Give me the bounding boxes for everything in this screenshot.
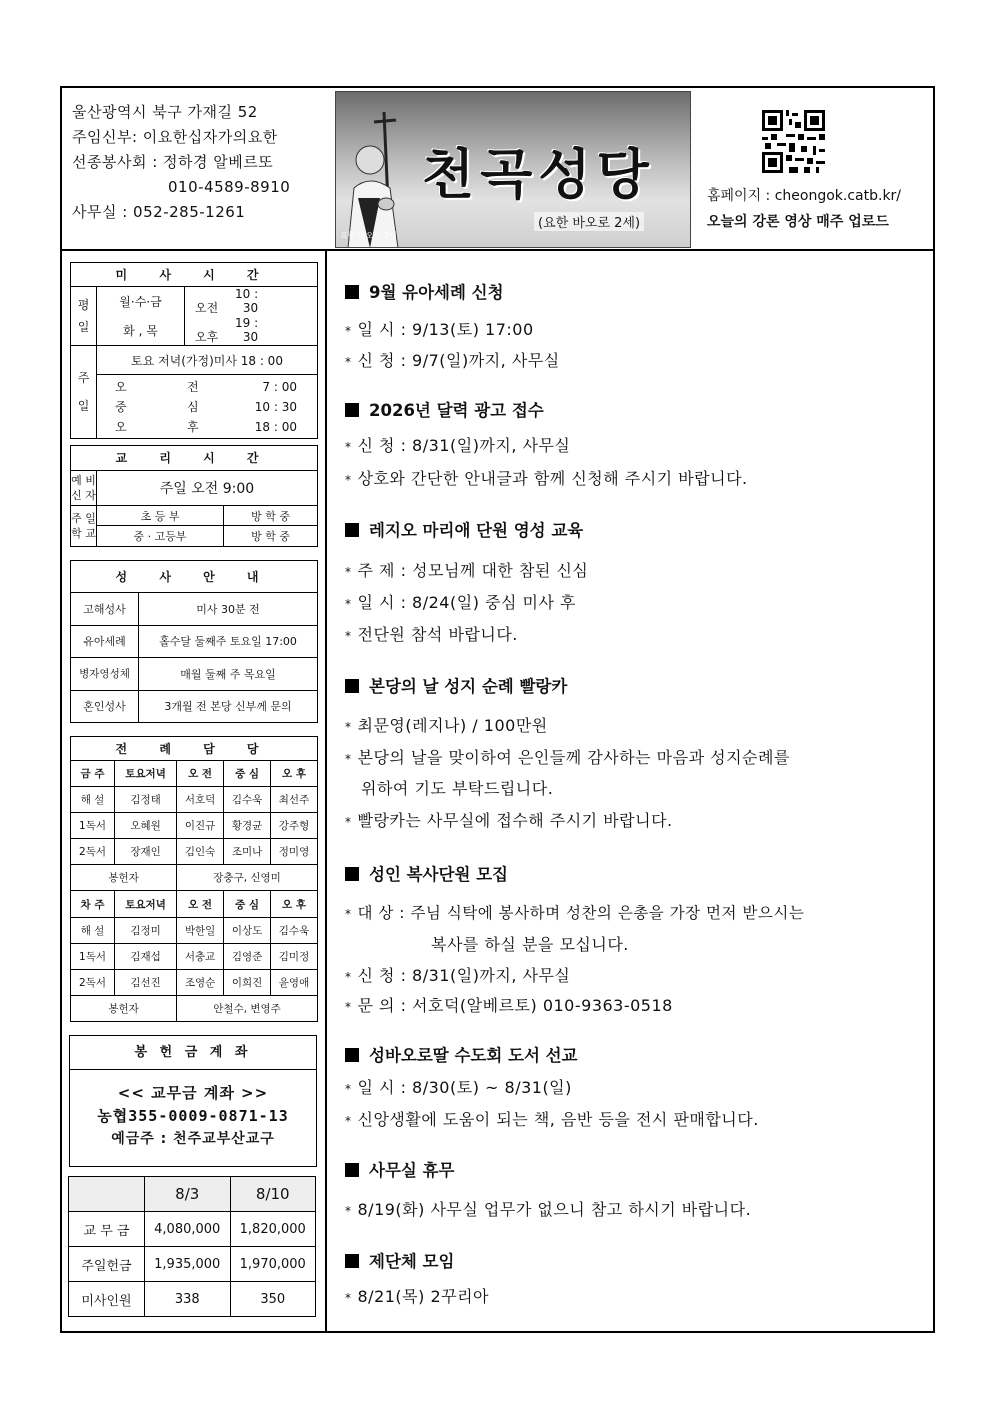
minister-names: 안철수, 변영주 [177, 995, 318, 1021]
finance-date: 8/3 [145, 1177, 231, 1212]
liturgy-header: 토요저녁 [115, 891, 177, 917]
header [62, 88, 933, 251]
mass-times-title: 미 사 시 간 [71, 263, 318, 287]
finance-value: 4,080,000 [145, 1212, 231, 1247]
notice-section [345, 673, 567, 697]
weekday-time: 10 : 30 [235, 287, 259, 315]
school-status: 방 학 중 [224, 505, 318, 526]
liturgy-cell: 조영순 [177, 969, 224, 995]
notice-line: * 일 시 : 8/24(일) 중심 미사 후 [345, 593, 576, 612]
sacrament-info: 홀수달 둘째주 토요일 17:00 [139, 625, 318, 657]
weekday-ampm: 오후 [195, 330, 219, 344]
sunday-b: 후 [187, 419, 199, 434]
banner-caption: 요한 바오로 2세 [340, 231, 397, 240]
notice-line: * 빨랑카는 사무실에 접수해 주시기 바랍니다. [345, 811, 673, 830]
liturgy-cell: 이희진 [224, 969, 271, 995]
star-bullet-icon: * [345, 440, 352, 454]
notice-title: 제단체 모임 [369, 1252, 455, 1271]
sunday-b: 심 [187, 399, 199, 414]
star-bullet-icon: * [345, 629, 352, 643]
star-bullet-icon: * [345, 355, 352, 369]
sacrament-name: 고해성사 [71, 593, 139, 625]
sunday-a: 오 [115, 379, 127, 394]
homepage-note: 오늘의 강론 영상 매주 업로드 [707, 214, 889, 230]
liturgy-header: 중 심 [224, 761, 271, 787]
liturgy-header: 오 전 [177, 761, 224, 787]
sunday-time: 10 : 30 [254, 399, 297, 414]
pope-figure-icon [340, 108, 420, 248]
school-group: 초 등 부 [97, 505, 224, 526]
star-bullet-icon: * [345, 1291, 352, 1305]
star-bullet-icon: * [345, 720, 352, 734]
catechumen-label: 예 비 신 자 [71, 470, 97, 505]
liturgy-role: 1독서 [71, 943, 115, 969]
address: 울산광역시 북구 가재길 52 [72, 103, 258, 121]
school-status: 방 학 중 [224, 526, 318, 547]
liturgy-cell: 김수욱 [271, 917, 318, 943]
offering-line1: << 교무금 계좌 >> [117, 1084, 269, 1102]
liturgy-cell: 황경균 [224, 813, 271, 839]
star-bullet-icon: * [345, 597, 352, 611]
minister-names: 장충구, 신영미 [177, 865, 318, 891]
liturgy-cell: 정미영 [271, 839, 318, 865]
notice-title: 9월 유아세례 신청 [369, 283, 504, 302]
notice-line: * 신 청 : 8/31(일)까지, 사무실 [345, 966, 571, 985]
bullet-square-icon [345, 403, 359, 417]
council-phone: 010-4589-8910 [168, 178, 291, 196]
sacrament-name: 유아세례 [71, 625, 139, 657]
liturgy-cell: 김재섭 [115, 943, 177, 969]
sacrament-title: 성 사 안 내 [71, 561, 318, 593]
weekday-label: 평 일 [71, 287, 97, 346]
liturgy-header: 중 심 [224, 891, 271, 917]
star-bullet-icon: * [345, 324, 352, 338]
finance-value: 1,935,000 [145, 1247, 231, 1282]
liturgy-header: 차 주 [71, 891, 115, 917]
finance-value: 1,820,000 [230, 1212, 316, 1247]
finance-value: 1,970,000 [230, 1247, 316, 1282]
minister-label: 봉헌자 [71, 865, 177, 891]
notice-line: * 신 청 : 8/31(일)까지, 사무실 [345, 436, 571, 455]
pastor: 주임신부: 이요한십자가의요한 [72, 128, 278, 146]
liturgy-cell: 김수욱 [224, 787, 271, 813]
finance-value: 350 [230, 1282, 316, 1317]
offering-holder: 예금주 : 천주교부산교구 [111, 1131, 275, 1147]
parish-info [72, 100, 290, 225]
finance-label: 미사인원 [69, 1282, 145, 1317]
liturgy-role: 해 설 [71, 787, 115, 813]
star-bullet-icon: * [345, 1114, 352, 1128]
sunday-b: 전 [187, 379, 199, 394]
notice-line: * 신 청 : 9/7(일)까지, 사무실 [345, 351, 560, 370]
office-phone: 사무실 : 052-285-1261 [72, 203, 246, 221]
star-bullet-icon: * [345, 565, 352, 579]
liturgy-cell: 강주형 [271, 813, 318, 839]
banner-subtitle: (요한 바오로 2세) [534, 212, 644, 231]
liturgy-cell: 오혜원 [115, 813, 177, 839]
notice-section [345, 1248, 454, 1272]
notice-title: 본당의 날 성지 순례 빨랑카 [369, 677, 568, 696]
liturgy-cell: 김영준 [224, 943, 271, 969]
sunday-time: 7 : 00 [262, 379, 297, 394]
liturgy-cell: 김정미 [115, 917, 177, 943]
notice-section [345, 397, 544, 421]
liturgy-title: 전 례 담 당 [71, 737, 318, 761]
liturgy-cell: 김인숙 [177, 839, 224, 865]
liturgy-role: 2독서 [71, 839, 115, 865]
saturday-mass: 토요 저녁(가정)미사 18 : 00 [97, 346, 318, 375]
star-bullet-icon: * [345, 473, 352, 487]
mass-times-table [70, 262, 318, 439]
parish-banner [335, 91, 691, 248]
notice-line: * 8/19(화) 사무실 업무가 없으니 참고 하시기 바랍니다. [345, 1200, 752, 1219]
notice-title: 성바오로딸 수도회 도서 선교 [369, 1046, 578, 1065]
weekday-days: 화 , 목 [97, 316, 185, 346]
liturgy-cell: 서호덕 [177, 787, 224, 813]
weekday-time: 19 : 30 [235, 316, 259, 344]
catechumen-time: 주일 오전 9:00 [97, 470, 318, 505]
offering-account: 농협355-0009-0871-13 [97, 1107, 289, 1125]
liturgy-role: 1독서 [71, 813, 115, 839]
liturgy-header: 오 후 [271, 761, 318, 787]
bullet-square-icon [345, 1048, 359, 1062]
school-label: 주 일 학 교 [71, 505, 97, 546]
notice-title: 2026년 달력 광고 접수 [369, 401, 544, 420]
notice-line: * 대 상 : 주님 식탁에 봉사하며 성찬의 은총을 가장 먼저 받으시는 [345, 904, 805, 922]
liturgy-table [70, 736, 318, 1022]
sacrament-name: 혼인성사 [71, 690, 139, 722]
bullet-square-icon [345, 1254, 359, 1268]
column-divider [325, 251, 327, 1333]
notice-line: * 최문영(레지나) / 100만원 [345, 716, 548, 735]
notice-line: * 본당의 날을 맞이하여 은인들께 감사하는 마음과 성지순례를 [345, 748, 790, 767]
bullet-square-icon [345, 679, 359, 693]
offering-title: 봉 헌 금 계 좌 [70, 1036, 316, 1070]
liturgy-cell: 박한일 [177, 917, 224, 943]
liturgy-cell: 조미나 [224, 839, 271, 865]
notice-section [345, 279, 504, 303]
bullet-square-icon [345, 523, 359, 537]
liturgy-header: 금 주 [71, 761, 115, 787]
homepage-info [707, 183, 901, 235]
catechism-table [70, 445, 318, 547]
liturgy-cell: 윤영애 [271, 969, 318, 995]
notice-line: 위하여 기도 부탁드립니다. [361, 779, 554, 798]
minister-label: 봉헌자 [71, 995, 177, 1021]
liturgy-header: 토요저녁 [115, 761, 177, 787]
notice-line: * 일 시 : 9/13(토) 17:00 [345, 320, 534, 339]
star-bullet-icon: * [345, 1204, 352, 1218]
notice-title: 사무실 휴무 [369, 1161, 455, 1180]
star-bullet-icon: * [345, 907, 352, 921]
sacrament-info: 3개월 전 본당 신부께 문의 [139, 690, 318, 722]
bullet-square-icon [345, 1163, 359, 1177]
liturgy-cell: 김정태 [115, 787, 177, 813]
star-bullet-icon: * [345, 1082, 352, 1096]
banner-title: 천곡성당 [422, 142, 655, 206]
liturgy-role: 2독서 [71, 969, 115, 995]
notice-line: * 전단원 참석 바랍니다. [345, 625, 518, 644]
notice-line: * 8/21(목) 2꾸리아 [345, 1287, 490, 1306]
star-bullet-icon: * [345, 752, 352, 766]
notice-line: 복사를 하실 분을 모십니다. [431, 935, 629, 954]
liturgy-header: 오 전 [177, 891, 224, 917]
notice-section [345, 1157, 454, 1181]
sunday-time: 18 : 00 [254, 419, 297, 434]
sunday-a: 중 [115, 399, 127, 414]
star-bullet-icon: * [345, 970, 352, 984]
liturgy-cell: 서충교 [177, 943, 224, 969]
notice-section [345, 517, 583, 541]
notice-title: 레지오 마리애 단원 영성 교육 [369, 521, 584, 540]
sunday-label: 주 일 [71, 346, 97, 439]
bullet-square-icon [345, 285, 359, 299]
sacrament-table [70, 560, 318, 723]
sacrament-info: 매월 둘째 주 목요일 [139, 658, 318, 690]
finance-label: 주일헌금 [69, 1247, 145, 1282]
offering-box [69, 1035, 317, 1167]
notice-line: * 일 시 : 8/30(토) ~ 8/31(일) [345, 1078, 572, 1097]
sacrament-name: 병자영성체 [71, 658, 139, 690]
notice-line: * 문 의 : 서호덕(알베르토) 010-9363-0518 [345, 996, 673, 1015]
notice-section [345, 1042, 578, 1066]
liturgy-header: 오 후 [271, 891, 318, 917]
liturgy-cell: 이진규 [177, 813, 224, 839]
weekday-days: 월·수·금 [97, 287, 185, 317]
notice-line: * 주 제 : 성모님께 대한 참된 신심 [345, 561, 589, 580]
finance-date: 8/10 [230, 1177, 316, 1212]
star-bullet-icon: * [345, 1000, 352, 1014]
weekday-ampm: 오전 [195, 301, 219, 315]
homepage-link[interactable]: 홈페이지 : cheongok.catb.kr/ [707, 188, 902, 204]
bullet-square-icon [345, 867, 359, 881]
notice-line: * 신앙생활에 도움이 되는 책, 음반 등을 전시 판매합니다. [345, 1110, 759, 1129]
council: 선종봉사회 : 정하경 알베르또 [72, 153, 274, 171]
finance-corner [69, 1177, 145, 1212]
liturgy-cell: 김선진 [115, 969, 177, 995]
sunday-mass-list [97, 375, 318, 439]
liturgy-cell: 이상도 [224, 917, 271, 943]
catechism-title: 교 리 시 간 [71, 446, 318, 471]
notice-section [345, 861, 508, 885]
notice-line: * 상호와 간단한 안내글과 함께 신청해 주시기 바랍니다. [345, 469, 748, 488]
sacrament-info: 미사 30분 전 [139, 593, 318, 625]
finance-table [68, 1176, 316, 1317]
liturgy-cell: 장재인 [115, 839, 177, 865]
liturgy-cell: 최선주 [271, 787, 318, 813]
school-group: 중 · 고등부 [97, 526, 224, 547]
liturgy-cell: 김미정 [271, 943, 318, 969]
sunday-a: 오 [115, 419, 127, 434]
finance-label: 교 무 금 [69, 1212, 145, 1247]
notice-title: 성인 복사단원 모집 [369, 865, 509, 884]
liturgy-role: 해 설 [71, 917, 115, 943]
finance-value: 338 [145, 1282, 231, 1317]
qr-code-icon[interactable] [762, 110, 825, 173]
bulletin-frame [60, 86, 935, 1333]
star-bullet-icon: * [345, 815, 352, 829]
